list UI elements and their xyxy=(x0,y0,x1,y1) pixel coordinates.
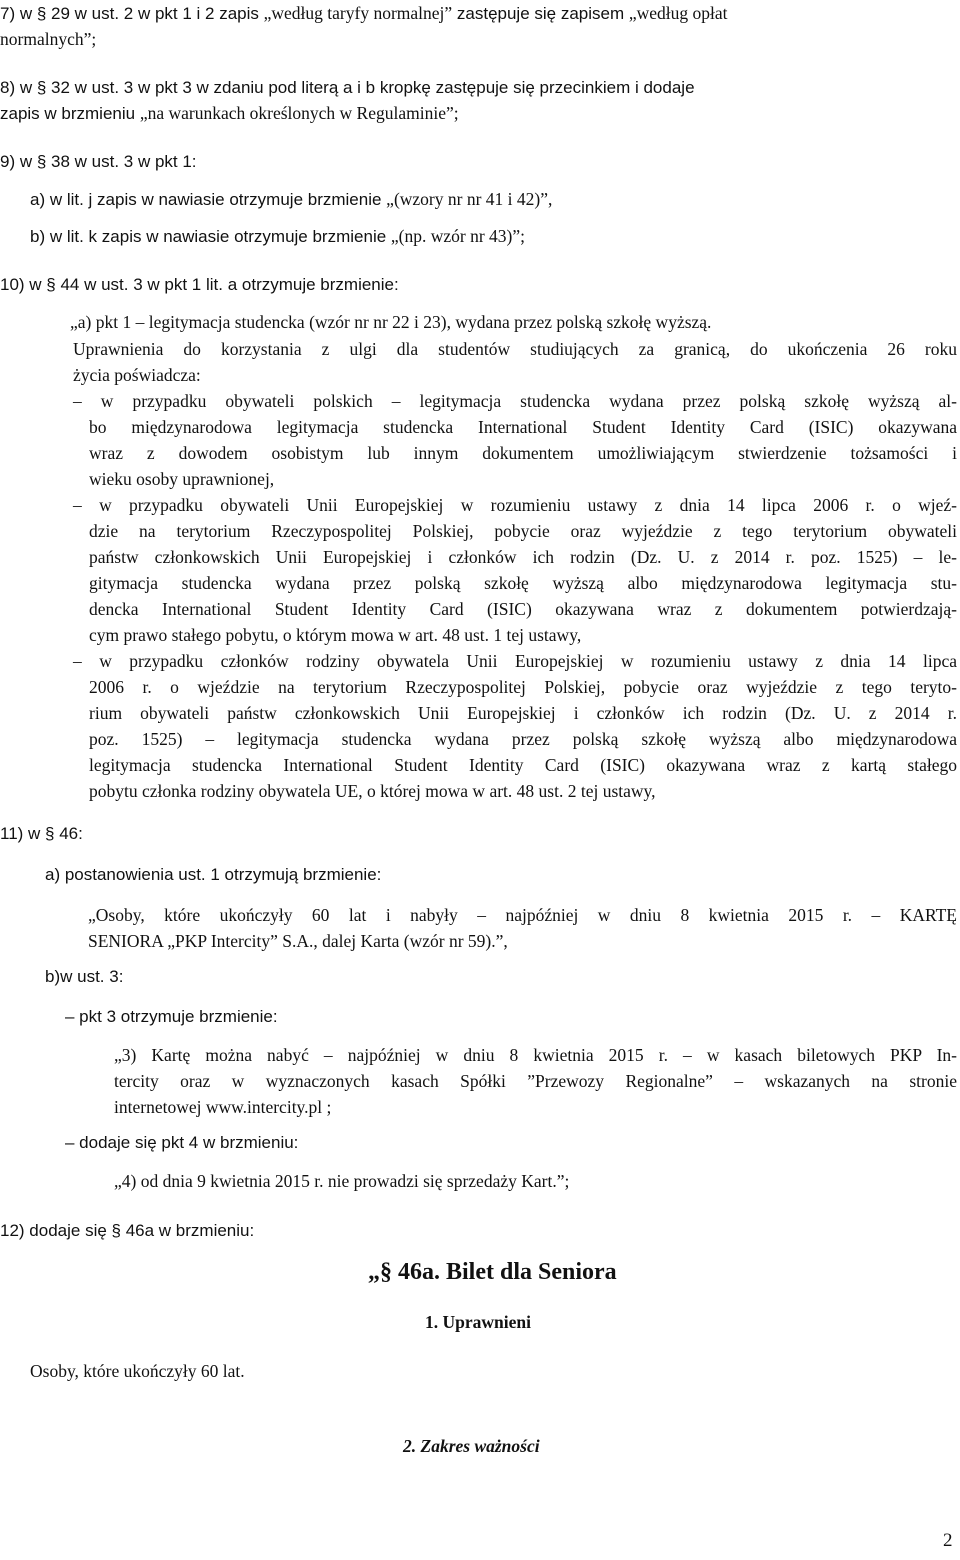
item-9-a-quote: „(wzory nr nr 41 i 42)”, xyxy=(386,189,553,209)
item-10-line: wieku osoby uprawnionej, xyxy=(89,469,275,489)
page-number: 2 xyxy=(943,1530,953,1551)
item-11-b2-header: – dodaje się pkt 4 w brzmieniu: xyxy=(65,1133,299,1152)
item-10-line: życia poświadcza: xyxy=(73,365,201,385)
item-11-b1-quote-1: „3) Kartę można nabyć – najpóźniej w dniu 8 kwietnia 2015 r. – w kasach biletowych PKP In- xyxy=(114,1045,957,1065)
item-7-text-mid: zastępuje się zapisem xyxy=(452,4,629,23)
item-11-a-header: a) postanowienia ust. 1 otrzymują brzmienie: xyxy=(45,865,382,884)
item-10-line: państw członkowskich Unii Europejskiej i członków ich rodzin (Dz. U. z 2014 r. poz. 1525) – le- xyxy=(89,547,957,567)
item-7-line-2: normalnych”; xyxy=(0,29,97,49)
item-10-line: dzie na terytorium Rzeczypospolitej Polskiej, pobycie oraz wyjeździe z tego terytorium obywateli xyxy=(89,521,957,541)
item-10-line: poz. 1525) – legitymacja studencka wydana przez polską szkołę wyższą albo międzynarodowa xyxy=(89,729,957,749)
item-9-b xyxy=(30,225,525,249)
item-10-header: 10) w § 44 w ust. 3 w pkt 1 lit. a otrzymuje brzmienie: xyxy=(0,275,399,294)
subsection-1-text: Osoby, które ukończyły 60 lat. xyxy=(30,1361,245,1381)
item-9-header: 9) w § 38 w ust. 3 w pkt 1: xyxy=(0,152,197,171)
subsection-2-heading: 2. Zakres ważności xyxy=(403,1436,540,1456)
item-10-line: legitymacja studencka International Student Identity Card (ISIC) okazywana wraz z kartą stałego xyxy=(89,755,957,775)
item-10-line: – w przypadku obywateli polskich – legitymacja studencka wydana przez polską szkołę wyższą al- xyxy=(73,391,957,411)
item-7-quote-old: „według taryfy normalnej” xyxy=(263,3,453,23)
item-11-b2-quote: „4) od dnia 9 kwietnia 2015 r. nie prowadzi się sprzedaży Kart.”; xyxy=(114,1171,570,1191)
item-10-line: pobytu członka rodziny obywatela UE, o której mowa w art. 48 ust. 2 tej ustawy, xyxy=(89,781,656,801)
item-11-a-quote-1: „Osoby, które ukończyły 60 lat i nabyły – najpóźniej w dniu 8 kwietnia 2015 r. – KARTĘ xyxy=(88,905,957,925)
item-10-line: rium obywateli państw członkowskich Unii Europejskiej i członków ich rodzin (Dz. U. z 2014 r. xyxy=(89,703,957,723)
item-11-b1-quote-3: internetowej www.intercity.pl ; xyxy=(114,1097,332,1117)
item-8-line-2 xyxy=(0,102,459,126)
item-10-line: bo międzynarodowa legitymacja studencka International Student Identity Card (ISIC) okazywana xyxy=(89,417,957,437)
item-11-header: 11) w § 46: xyxy=(0,824,83,843)
item-11-b-header: b)w ust. 3: xyxy=(45,967,124,986)
item-8-line-1: 8) w § 32 w ust. 3 w pkt 3 w zdaniu pod literą a i b kropkę zastępuje się przecinkiem i dodaje xyxy=(0,78,695,97)
subsection-1-heading: 1. Uprawnieni xyxy=(425,1312,531,1332)
item-10-line: 2006 r. o wjeździe na terytorium Rzeczypospolitej Polskiej, pobycie oraz wyjeździe z tego teryto- xyxy=(89,677,957,697)
item-9-a-text: a) w lit. j zapis w nawiasie otrzymuje brzmienie xyxy=(30,190,387,209)
item-7-text: 7) w § 29 w ust. 2 w pkt 1 i 2 zapis xyxy=(0,4,264,23)
item-8-text: zapis w brzmieniu xyxy=(0,104,140,123)
section-title: „§ 46a. Bilet dla Seniora xyxy=(368,1259,617,1285)
item-10-line: – w przypadku obywateli Unii Europejskiej w rozumieniu ustawy z dnia 14 lipca 2006 r. o wjeź- xyxy=(73,495,957,515)
item-9-b-text: b) w lit. k zapis w nawiasie otrzymuje brzmienie xyxy=(30,227,391,246)
item-10-line: Uprawnienia do korzystania z ulgi dla studentów studiujących za granicą, do ukończenia 26 roku xyxy=(73,339,957,359)
item-12-header: 12) dodaje się § 46a w brzmieniu: xyxy=(0,1221,255,1240)
item-10-line: dencka International Student Identity Card (ISIC) okazywana wraz z dokumentem potwierdzają- xyxy=(89,599,957,619)
item-11-b1-quote-2: tercity oraz w wyznaczonych kasach Spółki ”Przewozy Regionalne” – wskazanych na stronie xyxy=(114,1071,957,1091)
item-10-line: gitymacja studencka wydana przez polską szkołę wyższą albo międzynarodowa legitymacja stu- xyxy=(89,573,957,593)
item-11-a-quote-2: SENIORA „PKP Intercity” S.A., dalej Karta (wzór nr 59).”, xyxy=(88,931,508,951)
item-11-b1-header: – pkt 3 otrzymuje brzmienie: xyxy=(65,1007,278,1026)
item-10-line: wraz z dowodem osobistym lub innym dokumentem umożliwiającym stwierdzenie tożsamości i xyxy=(89,443,957,463)
item-10-line: „a) pkt 1 – legitymacja studencka (wzór nr nr 22 i 23), wydana przez polską szkołę wyższą. xyxy=(70,312,712,332)
item-9-a xyxy=(30,188,552,212)
item-7-line-1 xyxy=(0,2,728,26)
item-10-line: – w przypadku członków rodziny obywatela Unii Europejskiej w rozumieniu ustawy z dnia 14 lipca xyxy=(73,651,957,671)
item-8-quote: „na warunkach określonych w Regulaminie”; xyxy=(139,103,459,123)
item-9-b-quote: „(np. wzór nr 43)”; xyxy=(390,226,526,246)
item-10-line: cym prawo stałego pobytu, o którym mowa w art. 48 ust. 1 tej ustawy, xyxy=(89,625,582,645)
item-7-quote-new: „według opłat xyxy=(628,3,728,23)
